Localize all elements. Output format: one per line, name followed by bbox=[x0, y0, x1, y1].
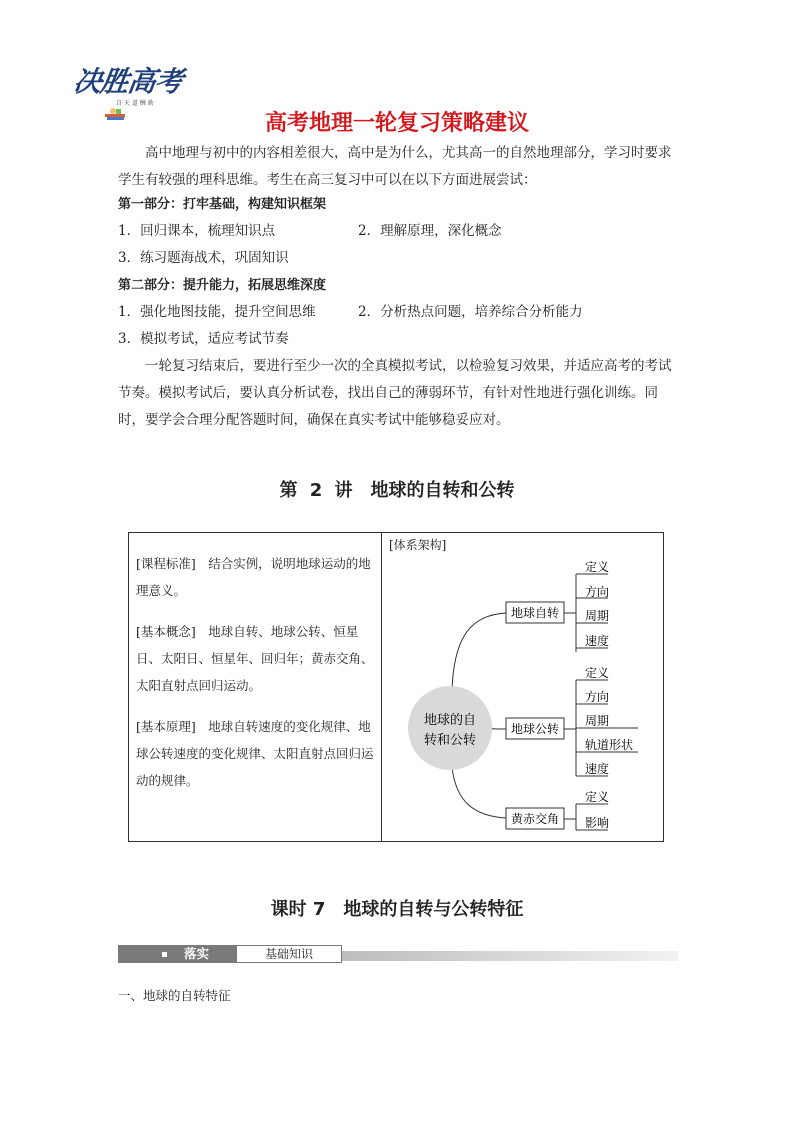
basic-concepts: [基本概念] 地球自转、地球公转、恒星日、太阳日、恒星年、回归年；黄赤交角、太阳直射点回归运动。 bbox=[136, 624, 374, 693]
band-tab-label: 基础知识 bbox=[236, 945, 342, 963]
branch-revolution-label: 地球公转 bbox=[510, 722, 560, 736]
part2-heading: 第二部分：提升能力，拓展思维深度 bbox=[118, 278, 327, 293]
square-bullet-icon bbox=[162, 952, 167, 957]
mindmap-center-line2: 转和公转 bbox=[423, 733, 477, 748]
leaf-revolution-4: 轨道形状 bbox=[585, 738, 634, 752]
leaf-obliquity-1: 定义 bbox=[585, 790, 610, 804]
part1-item-2: 2．理解原理，深化概念 bbox=[358, 223, 502, 239]
leaf-revolution-3: 周期 bbox=[585, 714, 610, 728]
leaf-rotation-1: 定义 bbox=[585, 560, 610, 574]
structure-label: [体系架构] bbox=[389, 538, 447, 552]
part2-item-3: 3．模拟考试，适应考试节奏 bbox=[118, 331, 289, 347]
lesson-title: 课时 7 地球的自转与公转特征 bbox=[270, 899, 524, 920]
band-dark-label bbox=[118, 945, 236, 963]
connector-obliquity bbox=[452, 767, 506, 818]
part2-item-1: 1．强化地图技能，提升空间思维 bbox=[118, 304, 316, 320]
leaf-revolution-2: 方向 bbox=[585, 690, 610, 704]
branch-obliquity-label: 黄赤交角 bbox=[510, 812, 560, 826]
course-standard: [课程标准] 结合实例，说明地球运动的地理意义。 bbox=[136, 556, 371, 598]
mindmap-center bbox=[408, 686, 492, 770]
leaf-revolution-5: 速度 bbox=[585, 762, 610, 776]
part1-heading: 第一部分：打牢基础，构建知识框架 bbox=[118, 197, 327, 212]
part1-item-1: 1．回归课本，梳理知识点 bbox=[118, 223, 276, 239]
mindmap-center-line1: 地球的自 bbox=[423, 713, 477, 728]
part2-item-2: 2．分析热点问题，培养综合分析能力 bbox=[358, 304, 583, 320]
leaf-revolution-1: 定义 bbox=[585, 666, 610, 680]
section-band bbox=[118, 945, 678, 965]
leaf-rotation-3: 周期 bbox=[585, 609, 610, 623]
basic-principles: [基本原理] 地球自转速度的变化规律、地球公转速度的变化规律、太阳直射点回归运动的规律。 bbox=[136, 719, 374, 788]
leaf-obliquity-2: 影响 bbox=[585, 816, 610, 830]
intro-paragraph: 高中地理与初中的内容相差很大，高中是为什么，尤其高一的自然地理部分，学习时要求学生有较强的理科思维。考生在高三复习中可以在以下方面进展尝试： bbox=[118, 145, 672, 188]
branch-rotation-label: 地球自转 bbox=[510, 606, 560, 620]
leaf-rotation-2: 方向 bbox=[585, 585, 610, 599]
connector-rotation bbox=[452, 613, 506, 690]
section-heading: 一、地球的自转特征 bbox=[118, 988, 231, 1003]
page-title: 高考地理一轮复习策略建议 bbox=[264, 111, 529, 136]
band-dark-text: 落实 bbox=[184, 946, 210, 961]
box-left-column bbox=[136, 550, 374, 808]
part1-item-3: 3．练习题海战术，巩固知识 bbox=[118, 250, 289, 266]
lecture-title: 第 2 讲 地球的自转和公转 bbox=[279, 480, 515, 501]
leaf-rotation-4: 速度 bbox=[585, 634, 610, 648]
mind-map bbox=[382, 540, 664, 838]
closing-paragraph: 一轮复习结束后，要进行至少一次的全真模拟考试，以检验复习效果，并适应高考的考试节奏。模拟考试后，要认真分析试卷，找出自己的薄弱环节，有针对性地进行强化训练。同时，要学会合理分配答题时间，确保在真实考试中能够稳妥应对。 bbox=[118, 358, 672, 428]
band-fade bbox=[342, 951, 678, 961]
logo-text: 决胜高考 bbox=[71, 65, 185, 98]
logo-subtext: 自 天 道 酬 勤 bbox=[116, 100, 154, 107]
